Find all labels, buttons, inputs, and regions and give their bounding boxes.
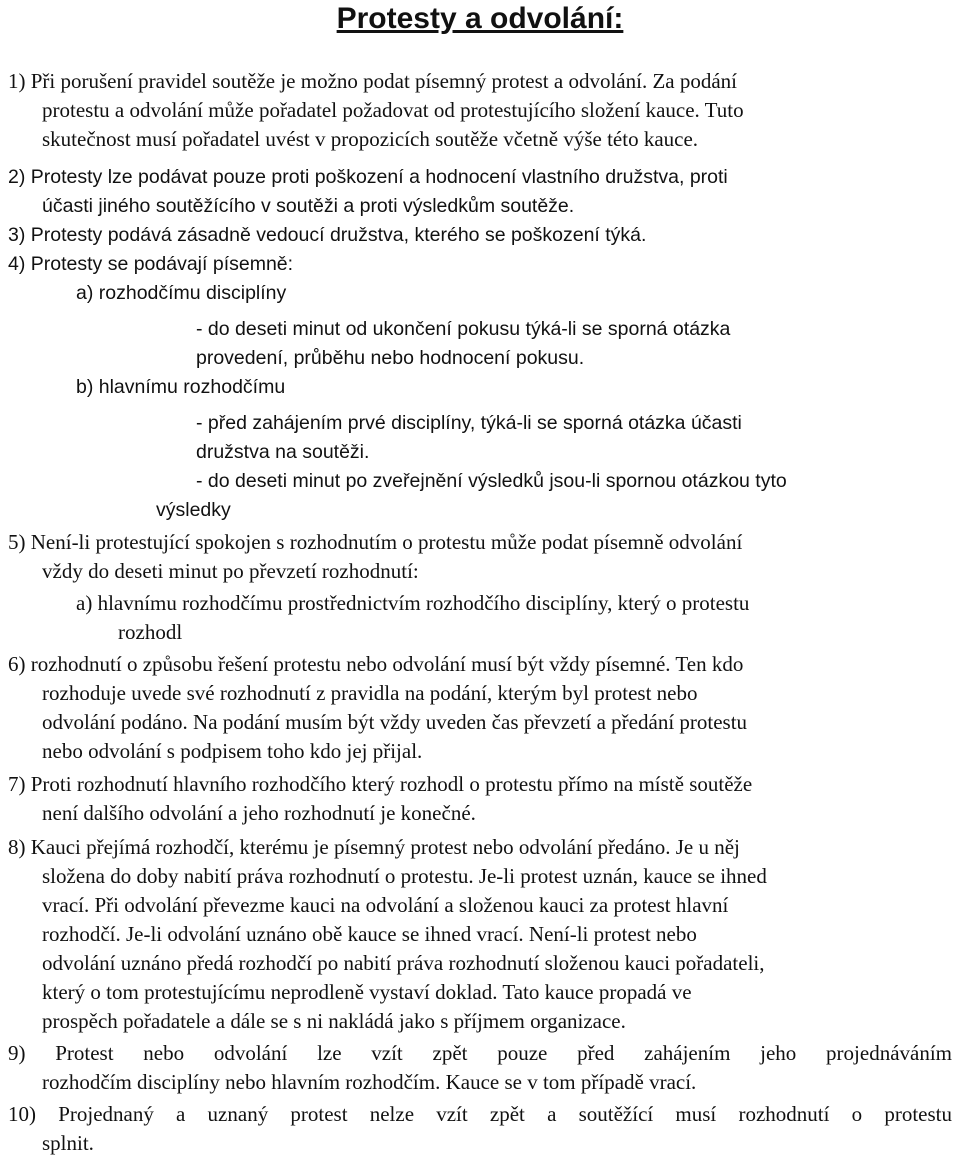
rule-8-line-4: rozhodčí. Je-li odvolání uznáno obě kauce se ihned vrací. Není-li protest nebo [42,922,697,946]
rule-2-line-1: 2) Protesty lze podávat pouze proti poškození a hodnocení vlastního družstva, proti [8,166,728,188]
rule-4a-line: a) rozhodčímu disciplíny [76,282,287,304]
rule-1-line-1: 1) Při porušení pravidel soutěže je možno podat písemný protest a odvolání. Za podání [8,69,737,93]
rule-9-line-2: rozhodčím disciplíny nebo hlavním rozhodčím. Kauce se v tom případě vrací. [42,1070,697,1094]
rule-4b-desc-2: družstva na soutěži. [196,441,370,463]
rule-5-line-1: 5) Není-li protestující spokojen s rozhodnutím o protestu může podat písemně odvolání [8,530,743,554]
rule-6-line-1: 6) rozhodnutí o způsobu řešení protestu nebo odvolání musí být vždy písemné. Ten kdo [8,652,744,676]
rule-4b-desc-3: - do deseti minut po zveřejnění výsledků jsou-li spornou otázkou tyto [196,470,787,492]
rule-5a-line-2: rozhodl [118,620,183,644]
rule-3-line-1: 3) Protesty podává zásadně vedoucí družstva, kterého se poškození týká. [8,224,647,246]
rule-1-line-2: protestu a odvolání může pořadatel požadovat od protestujícího složení kauce. Tuto [42,98,744,122]
rule-8-line-6: který o tom protestujícímu neprodleně vystaví doklad. Tato kauce propadá ve [42,980,692,1004]
rule-4a-desc-2: provedení, průběhu nebo hodnocení pokusu. [196,347,585,369]
rule-10-line-1: 10) Projednaný a uznaný protest nelze vzít zpět a soutěžící musí rozhodnutí o protestu [8,1102,952,1126]
rule-2-line-2: účasti jiného soutěžícího v soutěži a proti výsledkům soutěže. [42,195,575,217]
rule-10-line-2: splnit. [42,1131,94,1155]
rule-5a-line-1: a) hlavnímu rozhodčímu prostřednictvím rozhodčího disciplíny, který o protestu [76,591,750,615]
rule-4-line-1: 4) Protesty se podávají písemně: [8,253,294,275]
rule-7-line-1: 7) Proti rozhodnutí hlavního rozhodčího který rozhodl o protestu přímo na místě soutěže [8,772,753,796]
rule-6-line-4: nebo odvolání s podpisem toho kdo jej přijal. [42,739,423,763]
rule-4a-desc-1: - do deseti minut od ukončení pokusu týká-li se sporná otázka [196,318,731,340]
rule-6-line-2: rozhoduje uvede své rozhodnutí z pravidla na podání, kterým byl protest nebo [42,681,698,705]
rule-4b-desc-4: výsledky [156,499,231,521]
rule-8-line-1: 8) Kauci přejímá rozhodčí, kterému je písemný protest nebo odvolání předáno. Je u něj [8,835,740,859]
rule-9-line-1: 9) Protest nebo odvolání lze vzít zpět pouze před zahájením jeho projednáváním [8,1041,952,1065]
rule-4b-desc-1: - před zahájením prvé disciplíny, týká-li se sporná otázka účasti [196,412,742,434]
rule-8-line-2: složena do doby nabití práva rozhodnutí o protestu. Je-li protest uznán, kauce se ihned [42,864,767,888]
rule-1-line-3: skutečnost musí pořadatel uvést v propozicích soutěže včetně výše této kauce. [42,127,699,151]
rule-8-line-3: vrací. Při odvolání převezme kauci na odvolání a složenou kauci za protest hlavní [42,893,729,917]
rule-4b-line: b) hlavnímu rozhodčímu [76,376,286,398]
rule-8-line-7: prospěch pořadatele a dále se s ni nakládá jako s příjmem organizace. [42,1009,626,1033]
rule-6-line-3: odvolání podáno. Na podání musím být vždy uveden čas převzetí a předání protestu [42,710,748,734]
page-title: Protesty a odvolání: [336,2,624,35]
rule-8-line-5: odvolání uznáno předá rozhodčí po nabití práva rozhodnutí složenou kauci pořadateli, [42,951,765,975]
rule-7-line-2: není dalšího odvolání a jeho rozhodnutí je konečné. [42,801,476,825]
rule-5-line-2: vždy do deseti minut po převzetí rozhodnutí: [42,559,419,583]
